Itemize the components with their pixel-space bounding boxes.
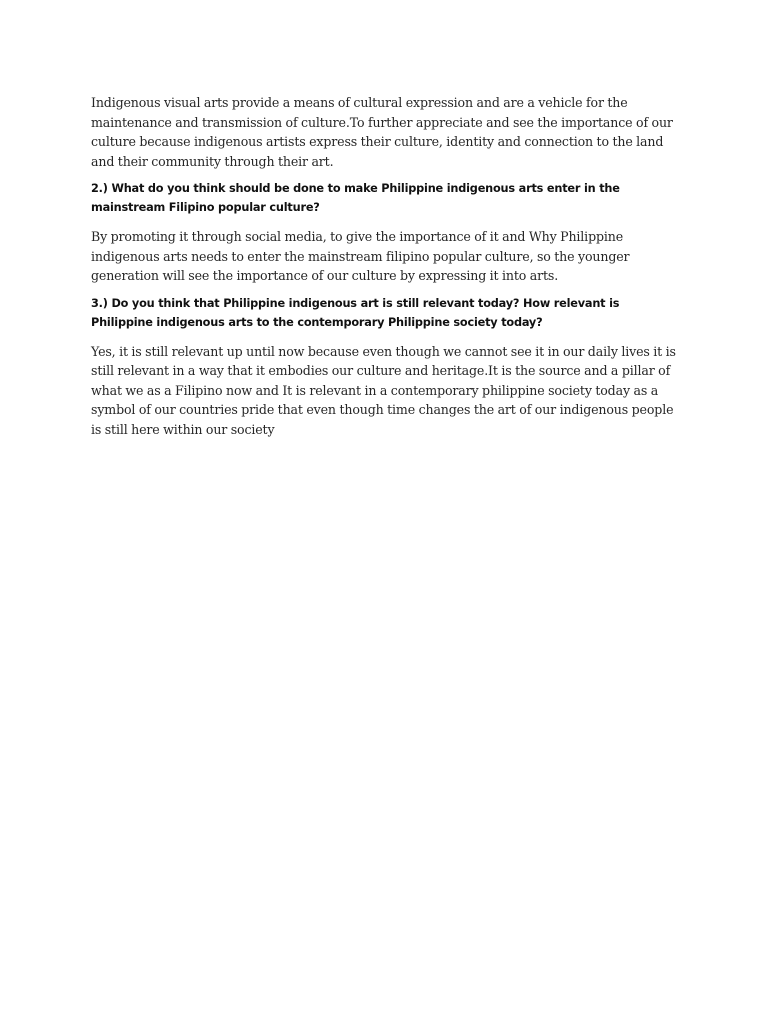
answer-2: By promoting it through social media, to give the importance of it and Why Philippine indigenous arts needs to enter the mainstream filipino popular culture, so the younger generation will see the importance of our culture by expressing it into arts. — [91, 229, 630, 283]
intro-paragraph: Indigenous visual arts provide a means of cultural expression and are a vehicle for the maintenance and transmission of culture.To further appreciate and see the importance of our culture because indigenous artists express their culture, identity and connection to the land and their community through their art. — [91, 95, 673, 169]
question-3: 3.) Do you think that Philippine indigenous art is still relevant today? How relevant is Philippine indigenous arts to the contemporary Philippine society today? — [91, 296, 620, 329]
answer-3: Yes, it is still relevant up until now because even though we cannot see it in our daily lives it is still relevant in a way that it embodies our culture and heritage.It is the source and a pillar of what we as a Filipino now and It is relevant in a contemporary philippine society today as a symbol of our countries pride that even though time changes the art of our indigenous people is still here within our society — [91, 343, 676, 437]
question-2: 2.) What do you think should be done to make Philippine indigenous arts enter in the mainstream Filipino popular culture? — [91, 182, 620, 214]
document-body — [91, 93, 681, 439]
